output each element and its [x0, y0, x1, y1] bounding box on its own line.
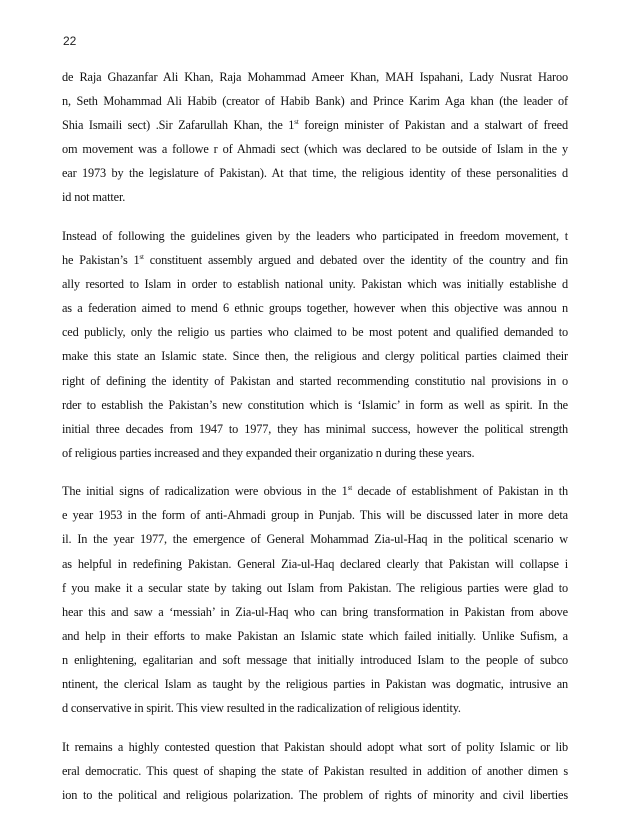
text-line: ally resorted to Islam in order to establish national unity. Pakistan which was initially establishe d — [62, 277, 568, 292]
text-line — [62, 479, 568, 503]
paragraph-4 — [62, 735, 568, 807]
text-line: id not matter. — [62, 190, 126, 205]
text-line: e year 1953 in the form of anti-Ahmadi group in Punjab. This will be discussed later in more deta — [62, 508, 568, 523]
text-line: hear this and saw a ‘messiah’ in Zia-ul-Haq who can bring transformation in Pakistan from above — [62, 604, 568, 619]
text-line: ntinent, the clerical Islam as taught by the religious parties in Pakistan was dogmatic, intrusive an — [62, 677, 568, 692]
text-line: rder to establish the Pakistan’s new constitution which is ‘Islamic’ in form as well as spirit. In the — [62, 397, 568, 412]
paragraph-3 — [62, 479, 568, 720]
text-line — [62, 248, 568, 272]
text-line: Instead of following the guidelines given by the leaders who participated in freedom movement, t — [62, 228, 568, 243]
text-line: as a federation aimed to mend 6 ethnic groups together, however when this objective was annou n — [62, 301, 568, 316]
text-line — [62, 113, 568, 137]
superscript: st — [294, 118, 299, 127]
text-line: ion to the political and religious polarization. The problem of rights of minority and civil liberties — [62, 787, 568, 802]
text-segment: he Pakistan’s 1 — [62, 253, 140, 268]
superscript: st — [347, 484, 353, 493]
text-segment: Shia Ismaili sect) .Sir Zafarullah Khan, the 1 — [62, 118, 295, 133]
page-number: 22 — [63, 34, 77, 48]
text-line: ced publicly, only the religio us parties who claimed to be most potent and qualified demanded to — [62, 325, 568, 340]
text-line: and help in their efforts to make Pakistan an Islamic state which failed initially. Unlike Sufism, a — [62, 628, 568, 643]
text-line: right of defining the identity of Pakistan and started recommending constitutio nal provisions in o — [62, 373, 568, 388]
text-line: f you make it a secular state by taking out Islam from Pakistan. The religious parties were glad to — [62, 580, 568, 595]
text-segment: decade of establishment of Pakistan in th — [352, 484, 569, 499]
text-line: It remains a highly contested question that Pakistan should adopt what sort of polity Islamic or lib — [62, 739, 568, 754]
text-line: d conservative in spirit. This view resulted in the radicalization of religious identity. — [62, 701, 461, 716]
text-line: initial three decades from 1947 to 1977, they has minimal success, however the political strength — [62, 421, 568, 436]
text-line: ear 1973 by the legislature of Pakistan). At that time, the religious identity of these personalities d — [62, 166, 568, 181]
text-line: make this state an Islamic state. Since then, the religious and clergy political parties claimed their — [62, 349, 568, 364]
text-line: eral democratic. This quest of shaping the state of Pakistan resulted in addition of another dimen s — [62, 763, 568, 778]
text-line: of religious parties increased and they expanded their organizatio n during these years. — [62, 445, 475, 460]
text-line: n enlightening, egalitarian and soft message that initially introduced Islam to the people of subco — [62, 652, 568, 667]
text-segment: The initial signs of radicalization were obvious in the 1 — [62, 484, 348, 499]
text-segment: foreign minister of Pakistan and a stalwart of freed — [298, 118, 568, 133]
text-segment: constituent assembly argued and debated over the identity of the country and fin — [143, 253, 568, 268]
superscript: st — [139, 253, 144, 262]
text-line: as helpful in redefining Pakistan. General Zia-ul-Haq declared clearly that Pakistan will collapse i — [62, 556, 568, 571]
text-line: n, Seth Mohammad Ali Habib (creator of Habib Bank) and Prince Karim Aga khan (the leader of — [62, 94, 568, 109]
text-line: il. In the year 1977, the emergence of General Mohammad Zia-ul-Haq in the political scenario w — [62, 532, 568, 547]
paragraph-2 — [62, 224, 568, 465]
text-line: om movement was a followe r of Ahmadi sect (which was declared to be outside of Islam in the y — [62, 142, 568, 157]
body-text — [62, 65, 568, 821]
paragraph-1 — [62, 65, 568, 210]
text-line: de Raja Ghazanfar Ali Khan, Raja Mohammad Ameer Khan, MAH Ispahani, Lady Nusrat Haroo — [62, 70, 568, 84]
